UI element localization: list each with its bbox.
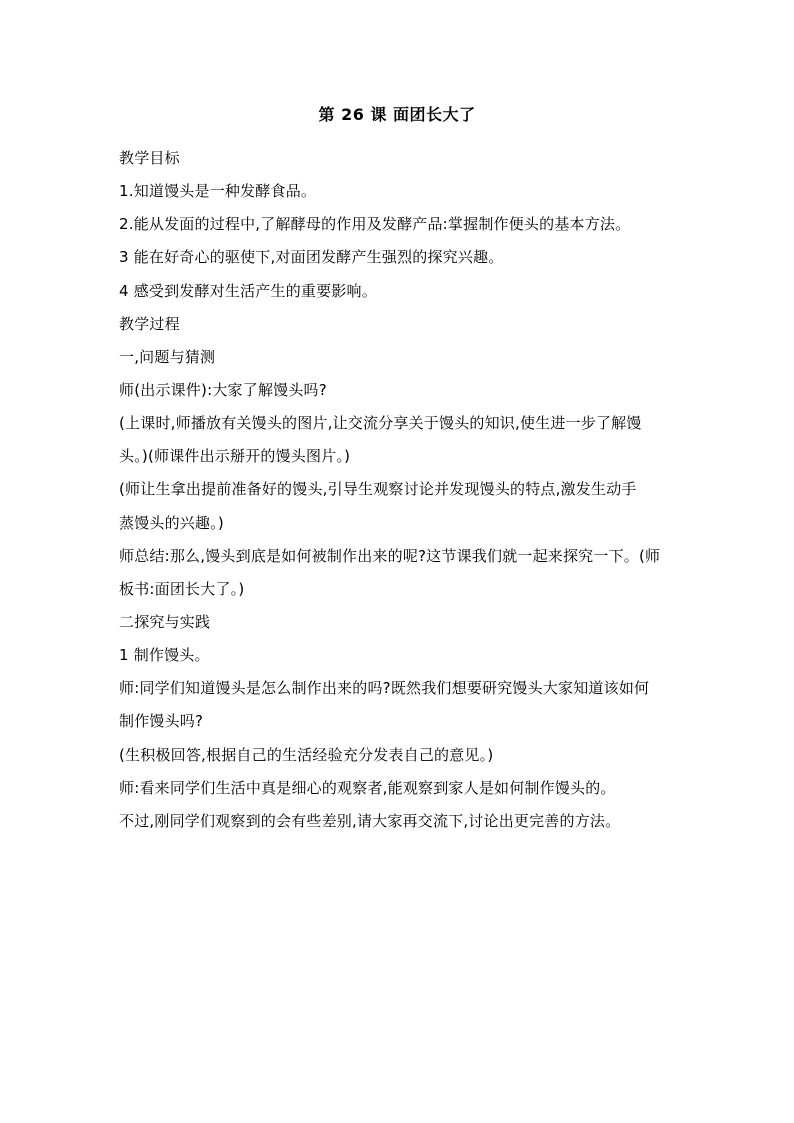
paragraph-line: 制作馒头吗?: [119, 712, 204, 731]
section-heading-process: 教学过程: [119, 314, 180, 333]
paragraph-line: 板书:面团长大了。): [119, 579, 245, 598]
subsection-heading-questions: 一,问题与猜测: [119, 347, 216, 366]
paragraph-line: 师(出示课件):大家了解馒头吗?: [119, 380, 327, 399]
objective-4: 4 感受到发酵对生活产生的重要影响。: [119, 281, 377, 300]
document-body: [119, 147, 694, 843]
step-heading-make-mantou: 1 制作馒头。: [119, 646, 210, 665]
page-title: 第 26 课 面团长大了: [318, 105, 476, 124]
paragraph-line: 师:同学们知道馒头是怎么制作出来的吗?既然我们想要研究馒头大家知道该如何: [119, 679, 650, 698]
objective-1: 1.知道馒头是一种发酵食品。: [119, 182, 317, 201]
subsection-heading-practice: 二探究与实践: [119, 612, 211, 631]
paragraph-line: 师:看来同学们生活中真是细心的观察者,能观察到家人是如何制作馒头的。: [119, 778, 616, 797]
paragraph-line: 不过,刚同学们观察到的会有些差别,请大家再交流下,讨论出更完善的方法。: [119, 811, 621, 830]
objective-2: 2.能从发面的过程中,了解酵母的作用及发酵产品:掌握制作便头的基本方法。: [119, 215, 631, 234]
objective-3: 3 能在好奇心的驱使下,对面团发酵产生强烈的探究兴趣。: [119, 248, 504, 267]
paragraph-line: (上课时,师播放有关馒头的图片,让交流分享关于馒头的知识,使生进一步了解馒: [119, 414, 642, 433]
paragraph-line: 蒸馒头的兴趣。): [119, 513, 224, 532]
paragraph-line: 头。)(师课件出示掰开的馒头图片。): [119, 447, 351, 466]
paragraph-line: (师让生拿出提前准备好的馒头,引导生观察讨论并发现馒头的特点,激发生动手: [119, 480, 637, 499]
section-heading-objectives: 教学目标: [119, 149, 180, 167]
paragraph-line: (生积极回答,根据自己的生活经验充分发表自己的意见。): [119, 745, 494, 764]
paragraph-line: 师总结:那么,馒头到底是如何被制作出来的呢?这节课我们就一起来探究一下。(师: [119, 546, 661, 565]
